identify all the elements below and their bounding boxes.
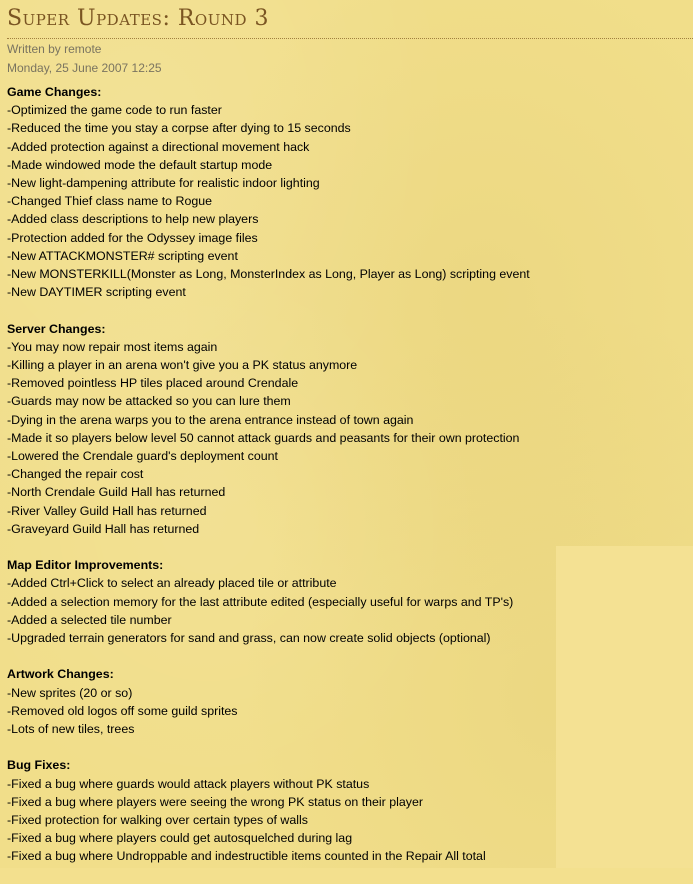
- list-item: -Fixed a bug where guards would attack players without PK status: [7, 776, 370, 791]
- list-item: -Dying in the arena warps you to the arena entrance instead of town again: [7, 412, 414, 427]
- list-item: -You may now repair most items again: [7, 339, 218, 354]
- section-heading: Artwork Changes:: [7, 667, 114, 682]
- list-item: -Guards may now be attacked so you can lure them: [7, 394, 291, 409]
- section: [7, 556, 687, 647]
- list-item: -Added Ctrl+Click to select an already placed tile or attribute: [7, 576, 337, 591]
- list-item: -Protection added for the Odyssey image files: [7, 230, 258, 245]
- list-item: -New MONSTERKILL(Monster as Long, MonsterIndex as Long, Player as Long) scripting event: [7, 267, 530, 282]
- section-heading: Map Editor Improvements:: [7, 558, 164, 573]
- list-item: -New DAYTIMER scripting event: [7, 285, 186, 300]
- section: [7, 320, 687, 538]
- list-item: -River Valley Guild Hall has returned: [7, 503, 207, 518]
- section: [7, 83, 687, 301]
- section-heading: Bug Fixes:: [7, 758, 71, 773]
- list-item: -Fixed a bug where players could get autosquelched during lag: [7, 831, 353, 846]
- list-item: -Removed old logos off some guild sprites: [7, 703, 238, 718]
- section: [7, 665, 687, 738]
- section-heading: Game Changes:: [7, 85, 102, 99]
- list-item: -New ATTACKMONSTER# scripting event: [7, 248, 238, 263]
- list-item: -North Crendale Guild Hall has returned: [7, 485, 226, 500]
- article-author: Written by remote: [7, 42, 102, 56]
- list-item: -Fixed protection for walking over certain types of walls: [7, 813, 308, 828]
- list-item: -Fixed a bug where Undroppable and indestructible items counted in the Repair All total: [7, 849, 486, 864]
- article-title[interactable]: Super Updates: Round 3: [7, 6, 269, 31]
- list-item: -Upgraded terrain generators for sand and grass, can now create solid objects (optional): [7, 631, 491, 646]
- list-item: -Added a selected tile number: [7, 612, 172, 627]
- article-body: [7, 83, 687, 884]
- title-divider: [7, 38, 693, 39]
- list-item: -New sprites (20 or so): [7, 685, 133, 700]
- article-date: Monday, 25 June 2007 12:25: [7, 61, 162, 75]
- list-item: -Added protection against a directional movement hack: [7, 139, 310, 154]
- list-item: -Changed the repair cost: [7, 467, 144, 482]
- list-item: -Reduced the time you stay a corpse after dying to 15 seconds: [7, 121, 351, 136]
- list-item: -Added a selection memory for the last attribute edited (especially useful for warps and TP's): [7, 594, 514, 609]
- list-item: -Removed pointless HP tiles placed around Crendale: [7, 376, 299, 391]
- list-item: -Optimized the game code to run faster: [7, 103, 222, 118]
- list-item: -New light-dampening attribute for realistic indoor lighting: [7, 176, 320, 191]
- list-item: -Killing a player in an arena won't give you a PK status anymore: [7, 358, 358, 373]
- list-item: -Graveyard Guild Hall has returned: [7, 521, 200, 536]
- section: [7, 756, 687, 865]
- list-item: -Lots of new tiles, trees: [7, 722, 135, 737]
- section-heading: Server Changes:: [7, 321, 106, 336]
- list-item: -Made it so players below level 50 cannot attack guards and peasants for their own protection: [7, 430, 520, 445]
- list-item: -Made windowed mode the default startup mode: [7, 157, 273, 172]
- list-item: -Added class descriptions to help new players: [7, 212, 259, 227]
- list-item: -Lowered the Crendale guard's deployment count: [7, 449, 278, 464]
- list-item: -Changed Thief class name to Rogue: [7, 194, 213, 209]
- list-item: -Fixed a bug where players were seeing the wrong PK status on their player: [7, 794, 423, 809]
